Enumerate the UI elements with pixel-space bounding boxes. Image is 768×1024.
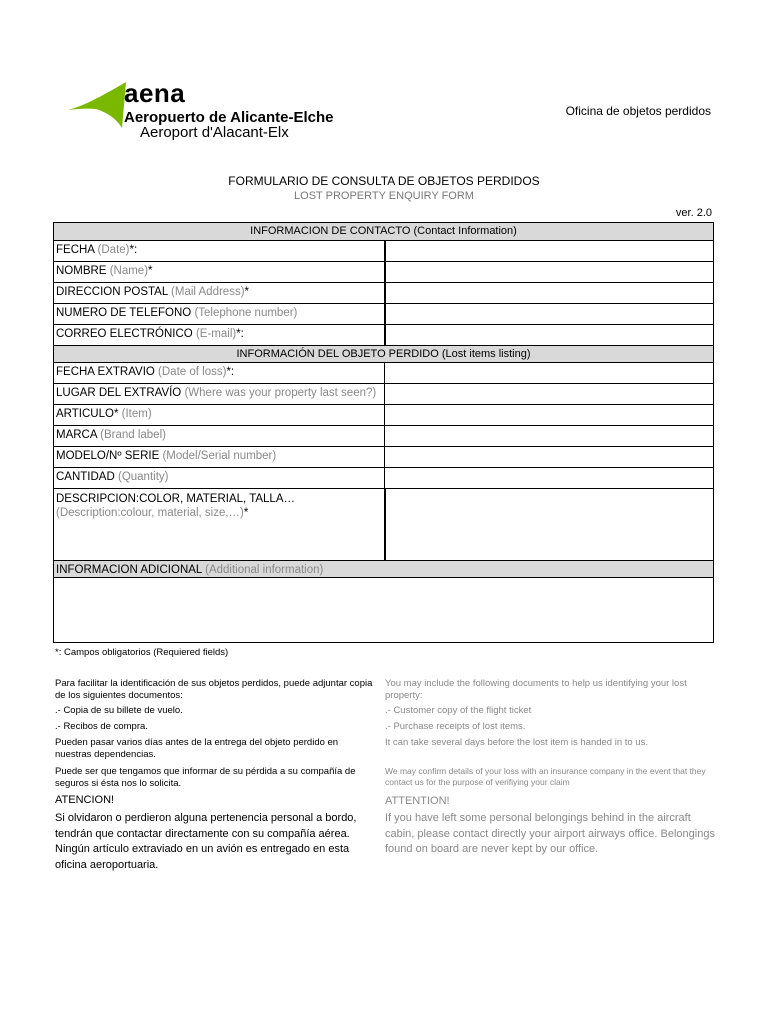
additional-info-field[interactable]	[54, 577, 713, 642]
info-en-delay: It can take several days before the lost item is handed in to us.	[385, 737, 648, 748]
lost-items-section-header: INFORMACIÓN DEL OBJETO PERDIDO (Lost items listing)	[54, 346, 713, 363]
form-row-description	[54, 489, 713, 561]
additional-info-header: INFORMACION ADICIONAL (Additional information)	[54, 561, 713, 578]
info-es-insurance: Puede ser que tengamos que informar de su pérdida a su compañía de seguros si ésta nos lo solicita.	[55, 766, 356, 789]
enquiry-form	[53, 222, 714, 643]
info-es-attention-text: Si olvidaron o perdieron alguna pertenencia personal a bordo, tendrán que contactar directamente con su compañía aérea. Ningún artículo extraviado en un avión es entregado en esta oficina aeroportuaria.	[55, 812, 357, 871]
logo-airport-name-es: Aeropuerto de Alicante-Elche	[124, 109, 334, 126]
form-version: ver. 2.0	[675, 207, 712, 219]
field-label-brand: MARCA (Brand label)	[56, 429, 166, 441]
field-label-quantity: CANTIDAD (Quantity)	[56, 471, 169, 483]
address-field[interactable]	[384, 283, 713, 303]
field-label-loss-date: FECHA EXTRAVIO (Date of loss)*:	[56, 366, 235, 378]
aena-leaf-icon	[66, 82, 128, 132]
contact-section-header: INFORMACION DE CONTACTO (Contact Information)	[54, 223, 713, 241]
loss-place-field[interactable]	[384, 384, 713, 404]
form-row-brand	[54, 426, 713, 447]
form-row-email	[54, 325, 713, 346]
form-row-address	[54, 283, 713, 304]
info-en-insurance: We may confirm details of your loss with an insurance company in the event that they contact us for the purpose of verifiying your claim	[385, 766, 706, 787]
date-field[interactable]	[384, 241, 713, 261]
field-label-loss-place: LUGAR DEL EXTRAVÍO (Where was your property last seen?)	[56, 387, 377, 399]
field-label-description: DESCRIPCION:COLOR, MATERIAL, TALLA… (Description:colour, material, size,…)*	[56, 493, 295, 519]
form-row-model	[54, 447, 713, 468]
form-row-item	[54, 405, 713, 426]
info-es-documents-intro: Para facilitar la identificación de sus objetos perdidos, puede adjuntar copia de los siguientes documentos:	[55, 678, 373, 701]
loss-date-field[interactable]	[384, 363, 713, 383]
info-en-ticket: .- Customer copy of the flight ticket	[385, 705, 532, 716]
info-en-documents-intro: You may include the following documents to help us identifying your lost property:	[385, 678, 687, 701]
brand-field[interactable]	[384, 426, 713, 446]
field-label-date: FECHA (Date)*:	[56, 244, 138, 256]
info-es-ticket: .- Copia de su billete de vuelo.	[55, 705, 183, 716]
form-row-date	[54, 241, 713, 262]
form-title: FORMULARIO DE CONSULTA DE OBJETOS PERDIDOS	[228, 174, 540, 188]
phone-field[interactable]	[384, 304, 713, 324]
field-label-address: DIRECCION POSTAL (Mail Address)*	[56, 286, 250, 298]
info-en-attention-title: ATTENTION!	[385, 795, 450, 807]
item-field[interactable]	[384, 405, 713, 425]
name-field[interactable]	[384, 262, 713, 282]
quantity-field[interactable]	[384, 468, 713, 488]
info-es-delay: Pueden pasar varios días antes de la entrega del objeto perdido en nuestras dependencias.	[55, 737, 339, 760]
field-label-model: MODELO/Nº SERIE (Model/Serial number)	[56, 450, 277, 462]
field-label-email: CORREO ELECTRÓNICO (E-mail)*:	[56, 328, 244, 340]
field-label-item: ARTICULO* (Item)	[56, 408, 152, 420]
logo-brand-text: aena	[124, 78, 186, 108]
info-en-receipts: .- Purchase receipts of lost items.	[385, 721, 526, 732]
field-label-name: NOMBRE (Name)*	[56, 265, 153, 277]
aena-logo	[66, 78, 336, 142]
form-row-loss-date	[54, 363, 713, 384]
form-subtitle: LOST PROPERTY ENQUIRY FORM	[294, 190, 474, 202]
form-row-loss-place	[54, 384, 713, 405]
info-es-receipts: .- Recibos de compra.	[55, 721, 148, 732]
info-en-attention-text: If you have left some personal belongings behind in the aircraft cabin, please contact directly your airport airways office. Belongings found on board are never kept by our office.	[385, 812, 715, 855]
model-serial-field[interactable]	[384, 447, 713, 467]
required-fields-note: *: Campos obligatorios (Requiered fields)	[55, 647, 229, 658]
form-row-quantity	[54, 468, 713, 489]
email-field[interactable]	[384, 325, 713, 345]
field-label-phone: NUMERO DE TELEFONO (Telephone number)	[56, 307, 298, 319]
form-row-name	[54, 262, 713, 283]
info-es-attention-title: ATENCION!	[55, 794, 115, 806]
logo-airport-name-va: Aeroport d'Alacant-Elx	[140, 124, 289, 141]
description-field[interactable]	[384, 489, 713, 560]
office-label: Oficina de objetos perdidos	[565, 104, 711, 118]
form-row-phone	[54, 304, 713, 325]
